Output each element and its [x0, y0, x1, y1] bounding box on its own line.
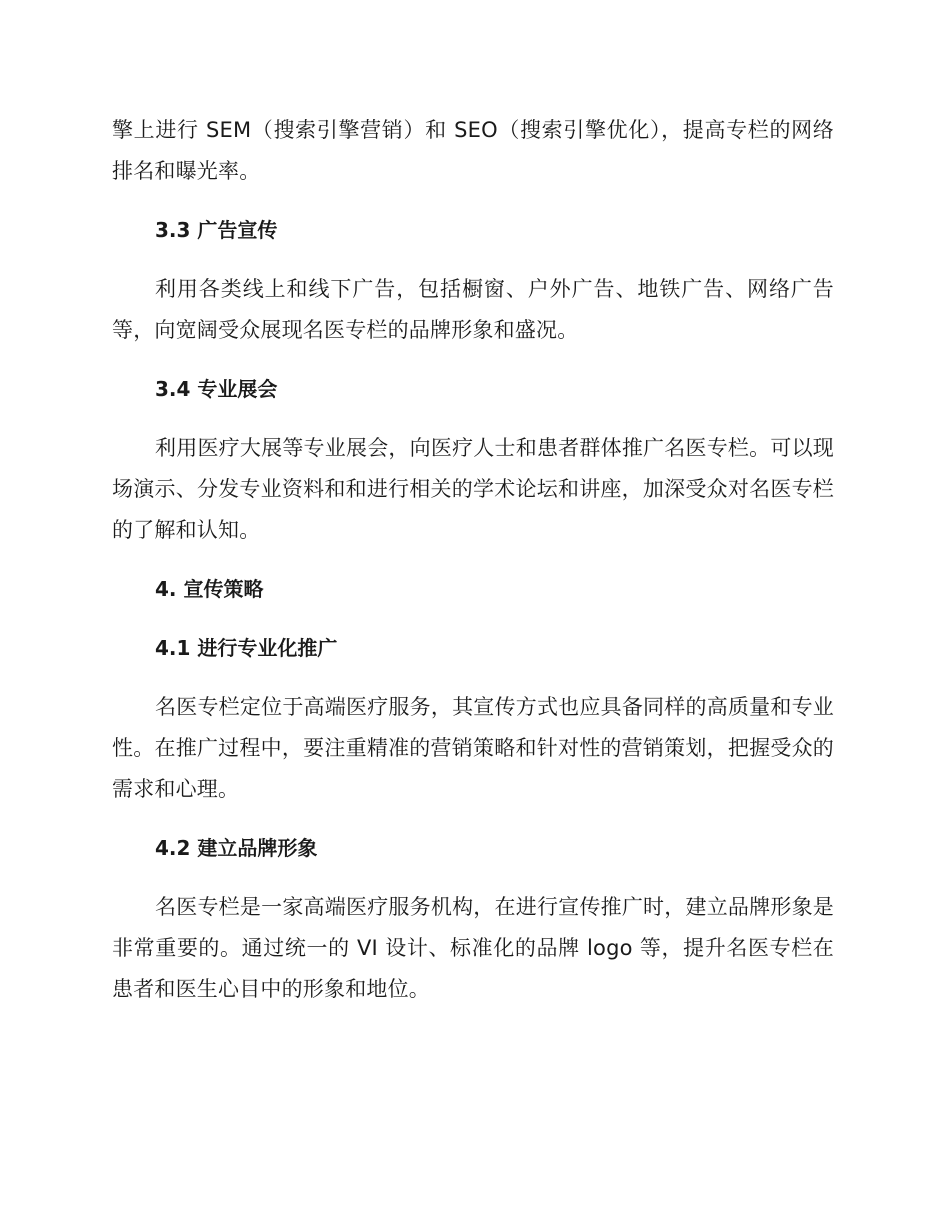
document-page: [112, 110, 834, 1028]
heading-4-1-promotion: 4.1 进行专业化推广: [155, 636, 338, 660]
heading-3-3-advertising: 3.3 广告宣传: [155, 218, 278, 242]
paragraph-promotion: 名医专栏定位于高端医疗服务，其宣传方式也应具备同样的高质量和专业性。在推广过程中，要注重精准的营销策略和针对性的营销策划，把握受众的需求和心理。: [112, 695, 834, 801]
heading-4-strategy: 4. 宣传策略: [155, 577, 264, 601]
heading-3-4-exhibition: 3.4 专业展会: [155, 377, 278, 401]
paragraph-seo: 擎上进行 SEM（搜索引擎营销）和 SEO（搜索引擎优化），提高专栏的网络排名和曝光率。: [112, 118, 834, 183]
paragraph-exhibition: 利用医疗大展等专业展会，向医疗人士和患者群体推广名医专栏。可以现场演示、分发专业资料和和进行相关的学术论坛和讲座，加深受众对名医专栏的了解和认知。: [112, 436, 834, 542]
paragraph-advertising: 利用各类线上和线下广告，包括橱窗、户外广告、地铁广告、网络广告等，向宽阔受众展现名医专栏的品牌形象和盛况。: [112, 277, 834, 342]
heading-4-2-brand: 4.2 建立品牌形象: [155, 836, 318, 860]
paragraph-brand: 名医专栏是一家高端医疗服务机构，在进行宣传推广时，建立品牌形象是非常重要的。通过统一的 VI 设计、标准化的品牌 logo 等，提升名医专栏在患者和医生心目中的形象和地位。: [112, 895, 834, 1001]
